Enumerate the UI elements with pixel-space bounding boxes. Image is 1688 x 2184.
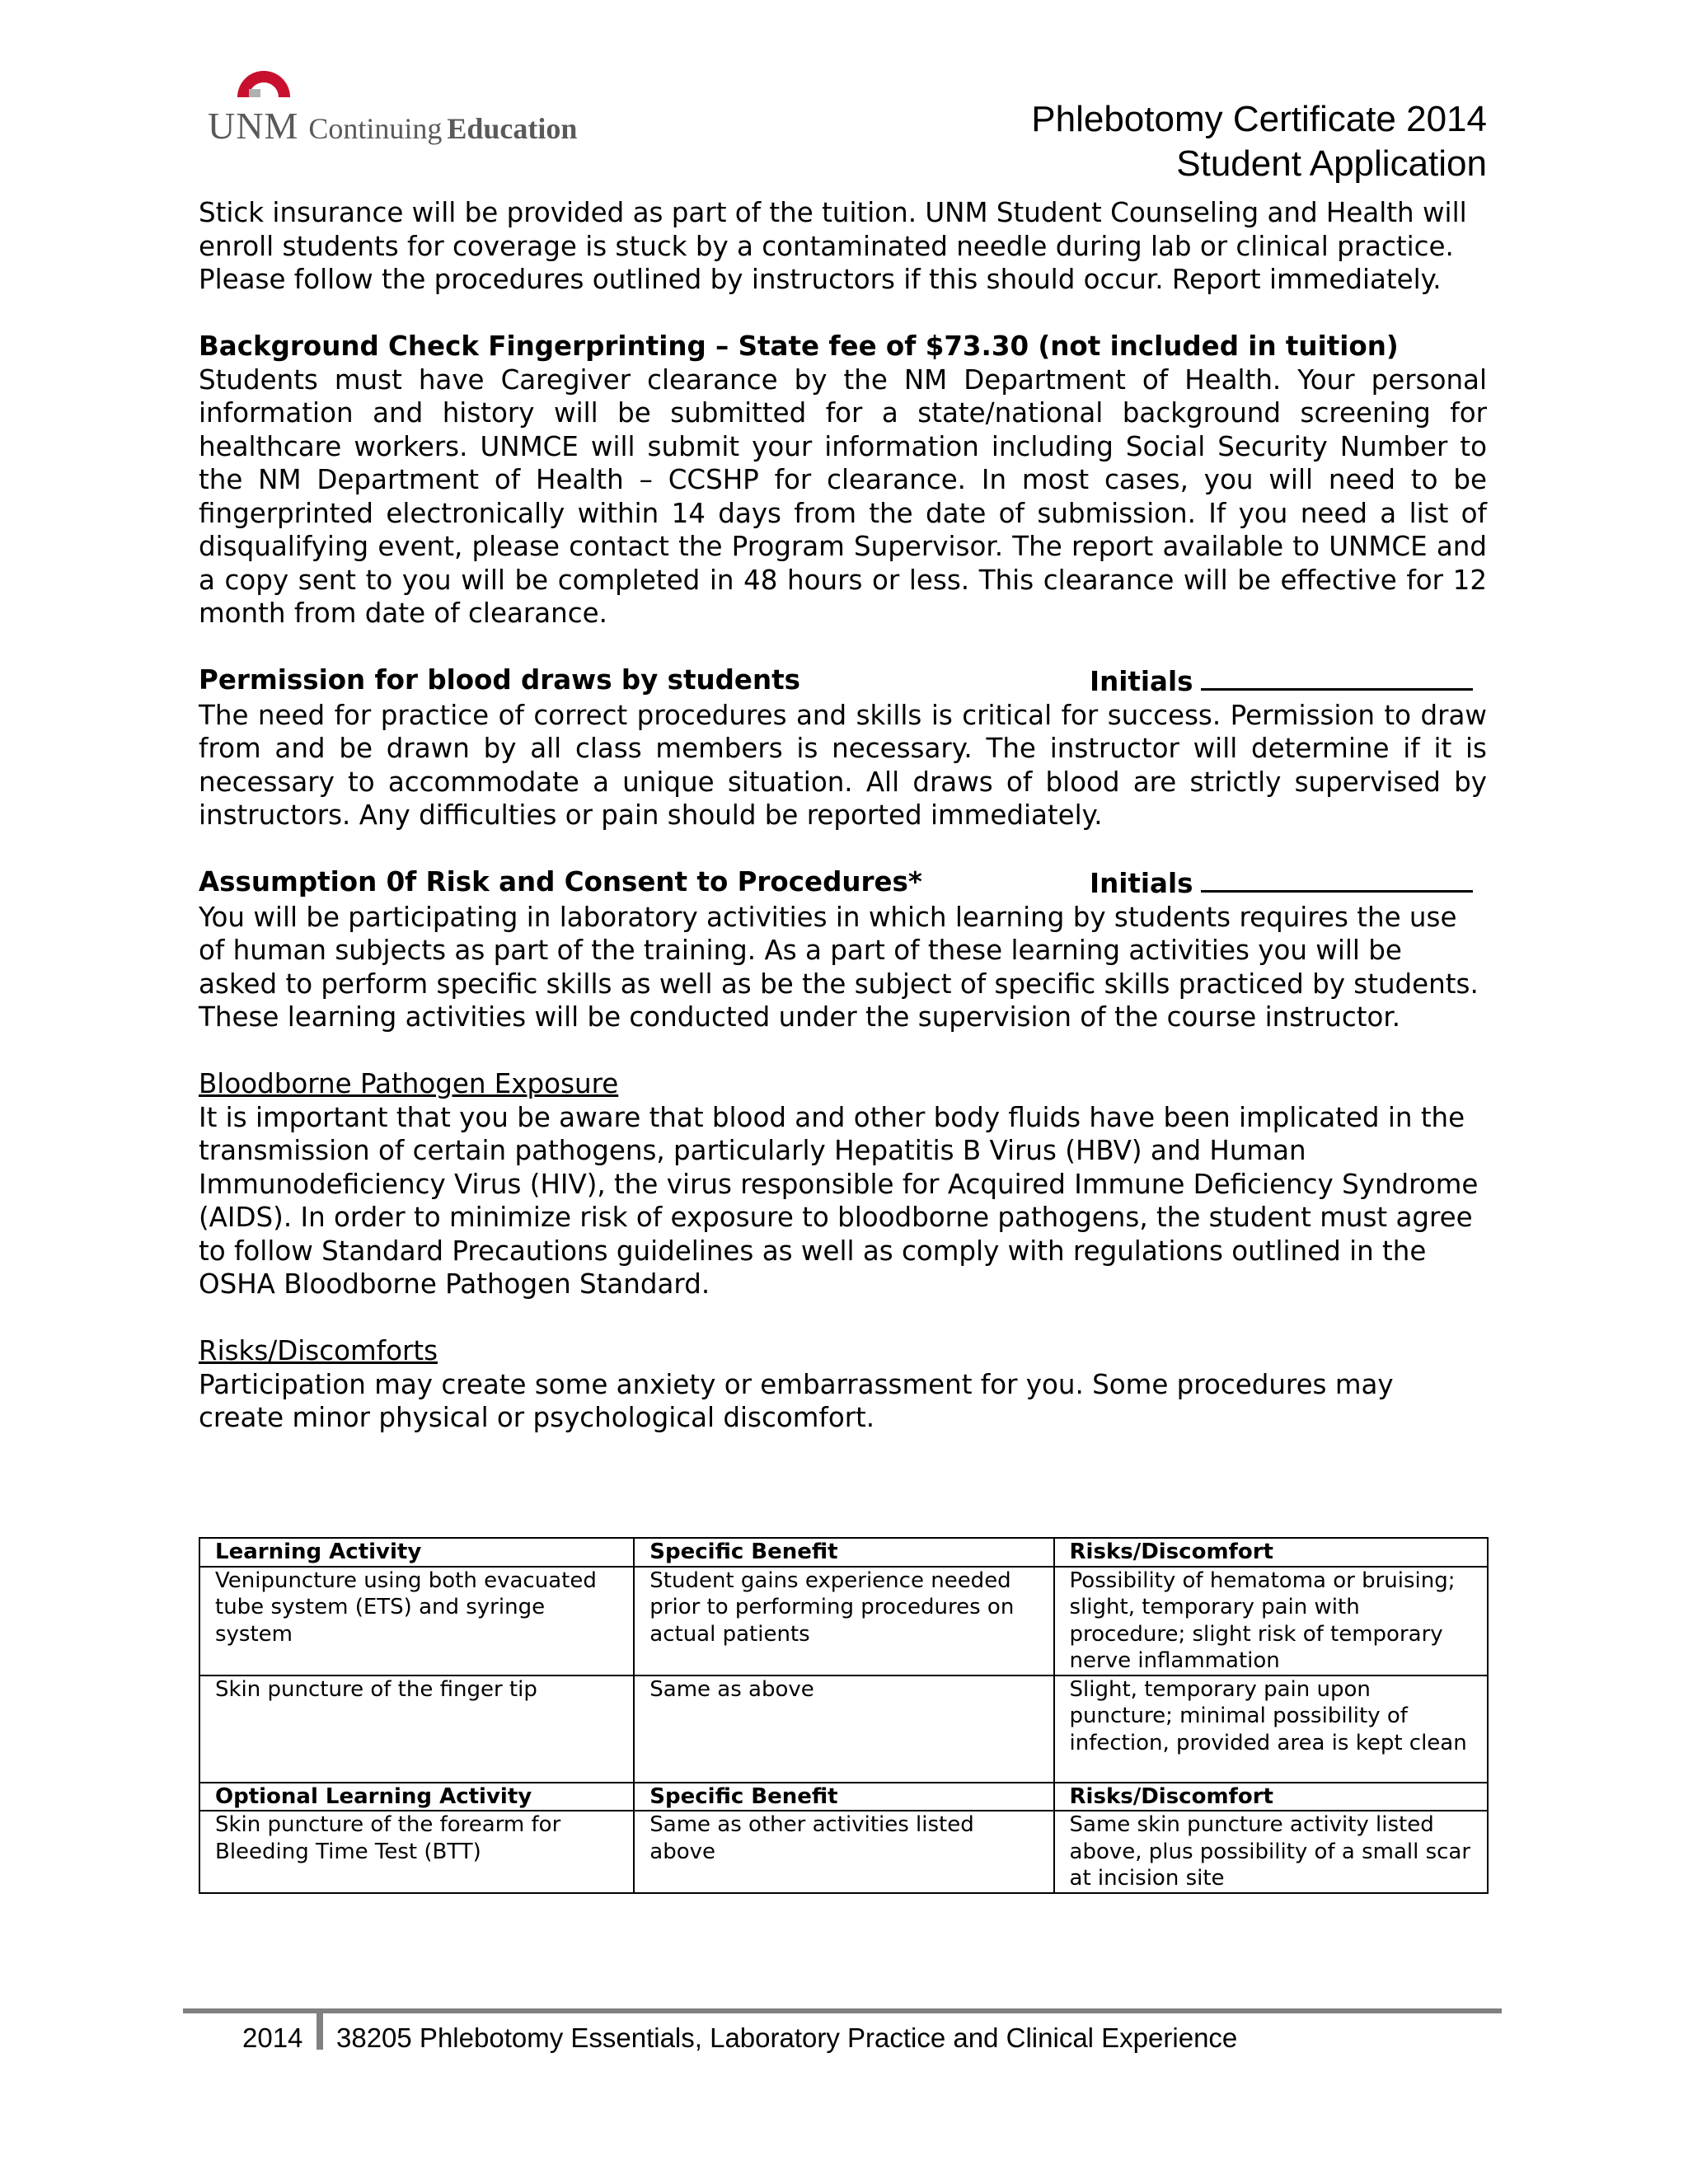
table-header-cell: Risks/Discomfort bbox=[1054, 1783, 1488, 1811]
table-header-cell: Specific Benefit bbox=[634, 1783, 1053, 1811]
table-cell: Possibility of hematoma or bruising; slight, temporary pain with procedure; slight risk of temporary nerve inflammation bbox=[1054, 1567, 1488, 1675]
table-cell: Same as other activities listed above bbox=[634, 1811, 1053, 1893]
risks-heading: Risks/Discomforts bbox=[199, 1335, 438, 1366]
table-cell: Same as above bbox=[634, 1675, 1053, 1783]
bloodborne-heading: Bloodborne Pathogen Exposure bbox=[199, 1068, 619, 1099]
table-cell: Skin puncture of the forearm for Bleeding Time Test (BTT) bbox=[199, 1811, 634, 1893]
permission-heading: Permission for blood draws by students bbox=[199, 664, 800, 696]
permission-paragraph: The need for practice of correct procedures and skills is critical for success. Permission to draw from and be drawn by all class members is necessary. The instructor will determine if it is necessary to accommodate a unique situation. All draws of blood are strictly supervised by instructors. Any difficulties or pain should be reported immediately. bbox=[199, 699, 1487, 831]
table-header-cell: Learning Activity bbox=[199, 1538, 634, 1567]
logo-unm: UNM bbox=[208, 105, 299, 147]
assumption-paragraph: You will be participating in laboratory activities in which learning by students requires the use of human subjects as part of the training. As a part of these learning activities you will be asked to perform specific skills as well as be the subject of specific skills practiced by students. These learning activities will be conducted under the supervision of the course instructor. bbox=[199, 901, 1479, 1033]
assumption-initials-label: Initials bbox=[1090, 868, 1193, 899]
table-row bbox=[199, 1567, 1488, 1675]
title-line-1: Phlebotomy Certificate 2014 bbox=[1031, 99, 1487, 139]
permission-heading-row bbox=[199, 663, 1487, 699]
footer-course-title: 38205 Phlebotomy Essentials, Laboratory Practice and Clinical Experience bbox=[336, 2022, 1238, 2053]
table-cell: Venipuncture using both evacuated tube system (ETS) and syringe system bbox=[199, 1567, 634, 1675]
table-header-row bbox=[199, 1783, 1488, 1811]
assumption-initials bbox=[1090, 865, 1473, 901]
assumption-heading: Assumption 0f Risk and Consent to Procedures* bbox=[199, 866, 922, 898]
table-cell: Student gains experience needed prior to performing procedures on actual patients bbox=[634, 1567, 1053, 1675]
table-cell: Slight, temporary pain upon puncture; minimal possibility of infection, provided area is kept clean bbox=[1054, 1675, 1488, 1783]
background-check-heading: Background Check Fingerprinting – State fee of $73.30 (not included in tuition) bbox=[199, 330, 1399, 362]
table-row bbox=[199, 1675, 1488, 1783]
bloodborne-paragraph: It is important that you be aware that blood and other body fluids have been implicated in the transmission of certain pathogens, particularly Hepatitis B Virus (HBV) and Human Immunodeficiency Virus (HIV), the virus responsible for Acquired Immune Deficiency Syndrome (AIDS). In order to minimize risk of exposure to bloodborne pathogens, the student must agree to follow Standard Precautions guidelines as well as comply with regulations outlined in the OSHA Bloodborne Pathogen Standard. bbox=[199, 1101, 1479, 1300]
document-body bbox=[199, 196, 1487, 1435]
stick-insurance-paragraph: Stick insurance will be provided as part of the tuition. UNM Student Counseling and Health will enroll students for coverage is stuck by a contaminated needle during lab or clinical practice. Please follow the procedures outlined by instructors if this should occur. Report immediately. bbox=[199, 197, 1467, 295]
unm-logo bbox=[208, 61, 587, 147]
risks-paragraph: Participation may create some anxiety or embarrassment for you. Some procedures may create minor physical or psychological discomfort. bbox=[199, 1368, 1394, 1433]
logo-continuing: Continuing bbox=[308, 112, 443, 145]
permission-initials bbox=[1090, 663, 1473, 699]
table-header-row bbox=[199, 1538, 1488, 1567]
footer-rule bbox=[183, 2008, 1502, 2013]
assumption-heading-row bbox=[199, 865, 1487, 901]
title-line-2: Student Application bbox=[1176, 143, 1487, 184]
table-header-cell: Specific Benefit bbox=[634, 1538, 1053, 1567]
table-header-cell: Optional Learning Activity bbox=[199, 1783, 634, 1811]
background-check-paragraph: Students must have Caregiver clearance by the NM Department of Health. Your personal information and history will be submitted for a state/national background screening for healthcare workers. UNMCE will submit your information including Social Security Number to the NM Department of Health – CCSHP for clearance. In most cases, you will need to be fingerprinted electronically within 14 days from the date of submission. If you need a list of disqualifying event, please contact the Program Supervisor. The report available to UNMCE and a copy sent to you will be completed in 48 hours or less. This clearance will be effective for 12 month from date of clearance. bbox=[199, 363, 1487, 629]
permission-initials-field[interactable] bbox=[1201, 663, 1473, 691]
footer-separator bbox=[316, 2013, 323, 2050]
assumption-initials-field[interactable] bbox=[1201, 865, 1473, 893]
table-cell: Same skin puncture activity listed above, plus possibility of a small scar at incision site bbox=[1054, 1811, 1488, 1893]
logo-education: Education bbox=[447, 112, 578, 145]
learning-activity-table bbox=[199, 1537, 1489, 1894]
page-title bbox=[1031, 97, 1487, 186]
logo-wordmark bbox=[208, 104, 577, 148]
table-header-cell: Risks/Discomfort bbox=[1054, 1538, 1488, 1567]
permission-initials-label: Initials bbox=[1090, 666, 1193, 697]
table-row bbox=[199, 1811, 1488, 1893]
table-cell: Skin puncture of the finger tip bbox=[199, 1675, 634, 1783]
footer-year: 2014 bbox=[242, 2022, 303, 2053]
